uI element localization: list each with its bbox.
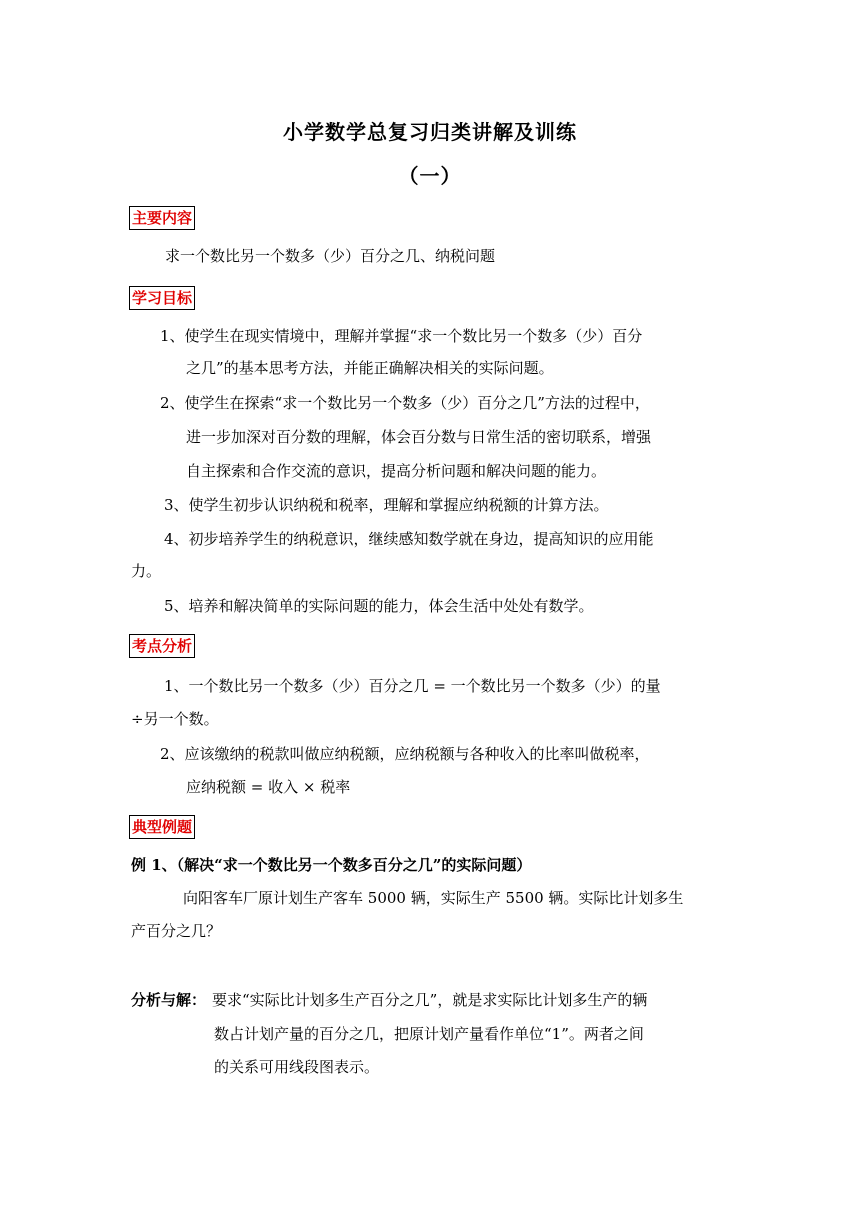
example-1-line-2: 产百分之几？ [131, 922, 222, 940]
page-title: 小学数学总复习归类讲解及训练 [283, 120, 577, 144]
example-1-title: 例 1、（解决“求一个数比另一个数多百分之几”的实际问题） [131, 856, 532, 874]
section-heading-main-content: 主要内容 [129, 206, 195, 230]
analysis-1-line-2: ÷另一个数。 [131, 710, 219, 728]
objective-3: 3、使学生初步认识纳税和税率，理解和掌握应纳税额的计算方法。 [164, 496, 609, 514]
objective-4-line-2: 力。 [131, 562, 162, 580]
example-1-line-1: 向阳客车厂原计划生产客车 5000 辆，实际生产 5500 辆。实际比计划多生 [183, 889, 684, 907]
section-heading-analysis: 考点分析 [129, 634, 195, 658]
objective-5: 5、培养和解决简单的实际问题的能力，体会生活中处处有数学。 [164, 597, 594, 615]
objective-2-line-3: 自主探索和合作交流的意识，提高分析问题和解决问题的能力。 [186, 462, 607, 480]
section-heading-examples: 典型例题 [129, 815, 195, 839]
objective-1-line-2: 之几”的基本思考方法，并能正确解决相关的实际问题。 [186, 359, 554, 377]
objective-2-line-1: 2、使学生在探索“求一个数比另一个数多（少）百分之几”方法的过程中， [160, 394, 650, 412]
analysis-2-line-1: 2、应该缴纳的税款叫做应纳税额，应纳税额与各种收入的比率叫做税率， [160, 745, 650, 763]
objective-4-line-1: 4、初步培养学生的纳税意识，继续感知数学就在身边，提高知识的应用能 [164, 530, 654, 548]
solution-label: 分析与解： [131, 991, 207, 1009]
main-content-text: 求一个数比另一个数多（少）百分之几、纳税问题 [165, 247, 496, 265]
analysis-2-line-2: 应纳税额 = 收入 × 税率 [186, 778, 351, 796]
solution-line-1: 要求“实际比计划多生产百分之几”，就是求实际比计划多生产的辆 [212, 991, 648, 1009]
page-subtitle: （一） [398, 164, 462, 188]
analysis-1-line-1: 1、一个数比另一个数多（少）百分之几 = 一个数比另一个数多（少）的量 [164, 677, 661, 695]
solution-line-2: 数占计划产量的百分之几，把原计划产量看作单位“1”。两者之间 [214, 1025, 644, 1043]
objective-1-line-1: 1、使学生在现实情境中，理解并掌握“求一个数比另一个数多（少）百分 [160, 327, 643, 345]
section-heading-objectives: 学习目标 [129, 286, 195, 310]
solution-line-3: 的关系可用线段图表示。 [214, 1058, 380, 1076]
objective-2-line-2: 进一步加深对百分数的理解，体会百分数与日常生活的密切联系，增强 [186, 428, 652, 446]
